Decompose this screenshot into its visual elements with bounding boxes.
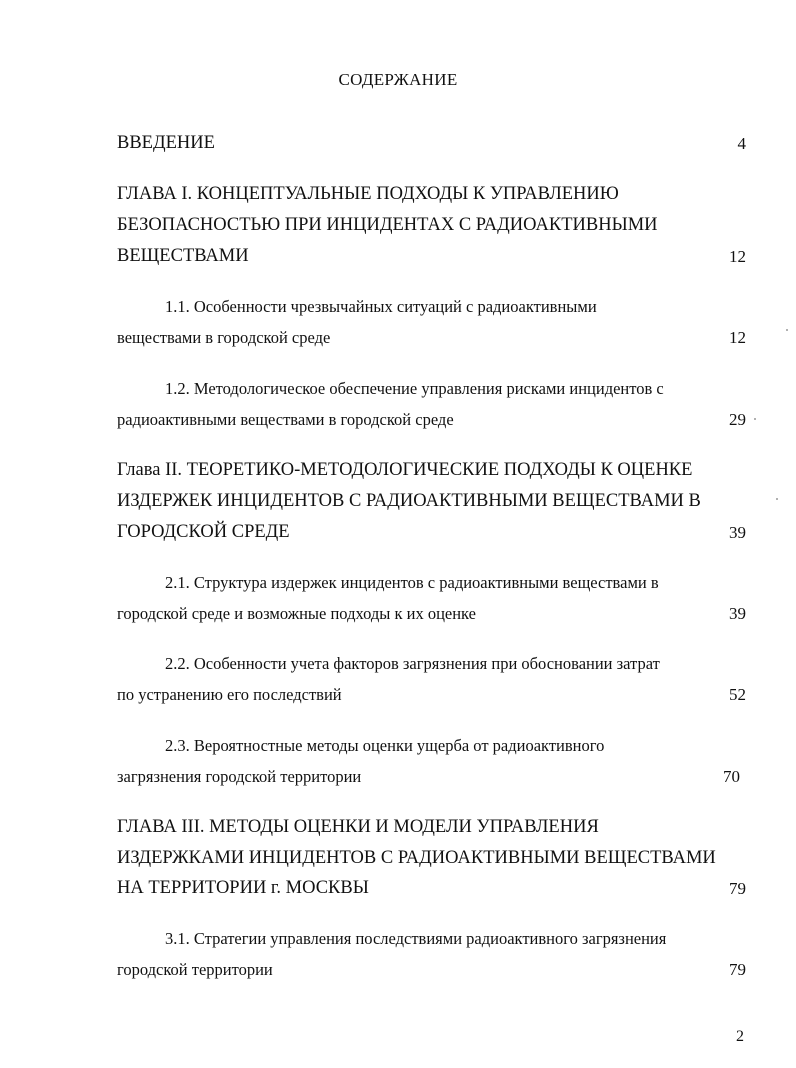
toc-s1-2-line-1: 1.2. Методологическое обеспечение управления рисками инцидентов с (165, 379, 664, 398)
toc-chapter1-page: 12 (729, 247, 746, 266)
toc-s1-1-page: 12 (729, 328, 746, 347)
toc-chapter1-line-3: ВЕЩЕСТВАМИ (117, 246, 249, 266)
toc-s2-3-line-1: 2.3. Вероятностные методы оценки ущерба от радиоактивного (165, 736, 605, 755)
toc-s2-2-page: 52 (729, 685, 746, 704)
toc-intro-page: 4 (737, 134, 746, 153)
toc-chapter2-line-2: ИЗДЕРЖЕК ИНЦИДЕНТОВ С РАДИОАКТИВНЫМИ ВЕЩЕСТВАМИ В (117, 491, 701, 511)
page-number: 2 (736, 1028, 744, 1045)
toc-intro-line-1: ВВЕДЕНИЕ (117, 133, 215, 153)
toc-s2-2-line-2: по устранению его последствий (117, 685, 342, 704)
toc-s3-1-page: 79 (729, 960, 746, 979)
toc-chapter3-line-1: ГЛАВА III. МЕТОДЫ ОЦЕНКИ И МОДЕЛИ УПРАВЛЕНИЯ (117, 817, 599, 837)
toc-chapter1-line-1: ГЛАВА I. КОНЦЕПТУАЛЬНЫЕ ПОДХОДЫ К УПРАВЛЕНИЮ (117, 184, 619, 204)
toc-s2-2-line-1: 2.2. Особенности учета факторов загрязнения при обосновании затрат (165, 654, 660, 673)
scan-speck (754, 418, 756, 420)
toc-s2-3-line-2: загрязнения городской территории (117, 767, 362, 786)
toc-s3-1-line-2: городской территории (117, 960, 273, 979)
page-title: СОДЕРЖАНИЕ (338, 70, 458, 89)
toc-chapter2-page: 39 (729, 523, 746, 542)
scan-speck (786, 329, 788, 331)
toc-s1-1-line-2: веществами в городской среде (117, 328, 331, 347)
toc-chapter3-line-3: НА ТЕРРИТОРИИ г. МОСКВЫ (117, 878, 369, 898)
toc-s1-1-line-1: 1.1. Особенности чрезвычайных ситуаций с радиоактивными (165, 297, 597, 316)
scan-speck (776, 498, 778, 500)
toc-s2-1-line-2: городской среде и возможные подходы к их оценке (117, 604, 476, 623)
toc-chapter2-line-3: ГОРОДСКОЙ СРЕДЕ (117, 522, 290, 542)
toc-chapter3-page: 79 (729, 879, 746, 898)
toc-s3-1-line-1: 3.1. Стратегии управления последствиями радиоактивного загрязнения (165, 929, 667, 948)
toc-s2-1-page: 39 (729, 604, 746, 623)
toc-s1-2-line-2: радиоактивными веществами в городской среде (117, 410, 454, 429)
toc-chapter1-line-2: БЕЗОПАСНОСТЬЮ ПРИ ИНЦИДЕНТАХ С РАДИОАКТИВНЫМИ (117, 215, 658, 235)
toc-chapter2-line-1: Глава II. ТЕОРЕТИКО-МЕТОДОЛОГИЧЕСКИЕ ПОДХОДЫ К ОЦЕНКЕ (117, 460, 693, 480)
toc-s1-2-page: 29 (729, 410, 746, 429)
toc-chapter3-line-2: ИЗДЕРЖКАМИ ИНЦИДЕНТОВ С РАДИОАКТИВНЫМИ ВЕЩЕСТВАМИ (117, 848, 716, 868)
toc-s2-1-line-1: 2.1. Структура издержек инцидентов с радиоактивными веществами в (165, 573, 659, 592)
toc-s2-3-page: 70 (723, 767, 740, 786)
